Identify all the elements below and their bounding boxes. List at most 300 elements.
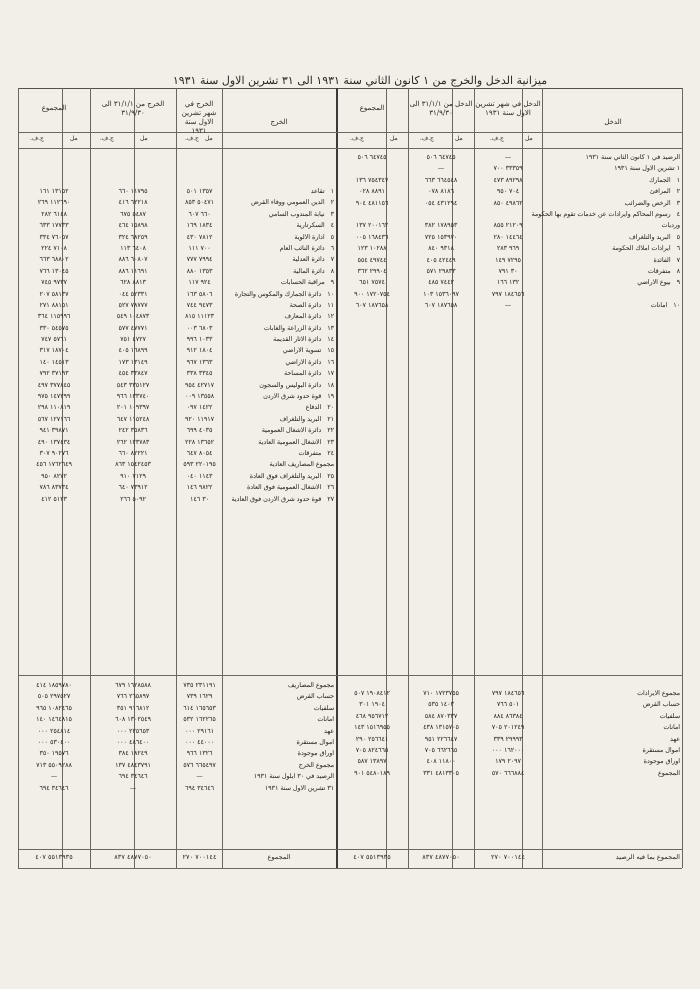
table-cell (178, 334, 221, 345)
table-cell (178, 771, 221, 782)
cell-text: دائرة النائب العام (279, 244, 325, 252)
cell-text: — (437, 165, 445, 173)
cell-text: ٩٥٦٧١٢ ٤٦٨ (355, 712, 389, 720)
table-cell (178, 703, 221, 714)
table-cell (20, 380, 88, 391)
table-cell (224, 737, 334, 748)
table-cell (224, 414, 334, 425)
row-number: ١٤ (327, 336, 334, 344)
table-cell (224, 760, 334, 771)
cell-text: ٤٨١١٥٦ ٩٠٤ (355, 199, 389, 207)
cell-text: الرخص والضرائب (624, 199, 671, 207)
table-cell (92, 323, 174, 334)
table-cell (92, 471, 174, 482)
cell-text: ١٣٥٣ ٨٨٠ (186, 267, 213, 275)
cell-text: ١٣٠٢٥٤٩ ٦٠٨ (115, 716, 151, 724)
table-cell (178, 311, 221, 322)
table-cell (20, 300, 88, 311)
cell-text: ٨٣٧٣٤ ٧٨٦ (39, 484, 69, 492)
cell-text: ١٣٢ ١٦٦ (496, 279, 520, 287)
cell-text: ٦٠٨٠٧ ٨٨٦ (118, 256, 148, 264)
cell-text: ٣٣٣٥٩ ٧٠٠ (493, 165, 523, 173)
row-number: ٢٥ (327, 472, 334, 480)
row-number: ٢٠ (327, 404, 334, 412)
header-rule (18, 148, 682, 149)
cell-text: ٤٧٧٧١ ٥٧٧ (118, 324, 148, 332)
table-cell (224, 437, 334, 448)
cell-text: ٢٩٨٣٣ ٥٧١ (426, 267, 456, 275)
cell-text: حساب القرض (296, 693, 334, 701)
table-cell (224, 300, 334, 311)
table-cell (20, 277, 88, 288)
row-number: ٢١ (327, 415, 334, 423)
row-number: ٤ (330, 222, 334, 230)
table-cell (338, 266, 406, 277)
cell-text: — (196, 773, 203, 781)
table-cell (531, 209, 680, 220)
divider (682, 88, 683, 868)
unit-label: ج.ف. (30, 135, 44, 142)
cell-text: ١٠٣٣ ٩٩٦ (186, 336, 213, 344)
cell-text: ٢٩١٦١ ٠٠٠ (184, 727, 215, 735)
table-cell (20, 714, 88, 725)
cell-text: ٢٠٠١٦٢ ١٣٧ (355, 222, 389, 230)
cell-text: ٦٤٠٨ ١١٣ (120, 244, 146, 252)
cell-text: ٢٥٦٦٤١ ٢٩٠ (355, 735, 389, 743)
divider (90, 88, 91, 868)
cell-text: مجموع الايرادات (637, 690, 680, 697)
table-cell (224, 232, 334, 243)
cell-text: المرافئ (649, 188, 671, 196)
table-cell (224, 494, 334, 505)
table-cell (475, 711, 541, 722)
cell-text: — (504, 154, 512, 161)
cell-text: ٣٠ ١٤٦ (190, 495, 209, 503)
table-cell (92, 714, 174, 725)
cell-text: ١٦٢٢٦٥ ٥٣٢ (183, 716, 216, 724)
cell-text: ١٣٢٦ ٩٦٦ (186, 750, 213, 758)
cell-text: ١٦٨٩٩ ٤٠٥ (118, 347, 148, 355)
cell-text: ٥٥٠٩٢٨٨ ٧١٣ (36, 761, 72, 769)
table-cell (20, 289, 88, 300)
table-cell (409, 209, 473, 220)
divider (222, 88, 223, 868)
cell-text: البريد والتلغراف (279, 415, 322, 423)
row-number: ١٨ (327, 381, 334, 389)
table-cell (178, 197, 221, 208)
table-cell (475, 756, 541, 767)
cell-text: ٦٢٢١٨ ٤١٦ (118, 199, 148, 207)
cell-text: ١٨٧٦٥٨ ٦٠٧ (424, 302, 458, 310)
cell-text: دائرة العدلية (292, 256, 325, 264)
divider (542, 88, 543, 868)
income-oct-header: الدخل في شهر تشرين الاول سنة ١٩٣١ (475, 100, 541, 117)
table-cell (224, 186, 334, 197)
table-cell (544, 699, 680, 710)
cell-text: ٤٣١٢٩٤ ٠٥٤ (424, 199, 458, 207)
cell-text: ٥٨١٣٧ ٢٠٧ (39, 290, 69, 298)
cell-text: ٨٢٤٦٦٥ ٧٠٥ (355, 746, 389, 754)
row-number: ١٠ (327, 290, 334, 298)
cell-text: ١٣٦٥٢ ٢٢٨ (184, 438, 215, 446)
cell-text: ٤٢٤٤٩ ٤٠٥ (426, 256, 456, 264)
cell-text: ٥٠٩٢ ٢٦٦ (120, 495, 146, 503)
table-cell (224, 482, 334, 493)
table-cell (20, 209, 88, 220)
table-cell (475, 198, 541, 209)
cell-text: مجموع المصاريف العادية (269, 461, 334, 469)
cell-text: الدفاع (305, 404, 322, 412)
cell-text: ٥٤٨٠١٨٩ ٩٠١ (354, 769, 390, 777)
table-cell (20, 680, 88, 691)
table-cell (224, 323, 334, 334)
cell-text: ٤٩٨٦٢ ٨٥٠ (493, 199, 523, 207)
cell-text: البريد والتلغراف (629, 233, 671, 241)
table-cell (224, 357, 334, 368)
cell-text: ١١٤٣ ٠٤٠ (186, 472, 213, 480)
cell-text: دائرة الجمارك والمكوس والتجارة (234, 290, 322, 298)
table-cell (544, 756, 680, 767)
row-number: ٢٦ (327, 484, 334, 492)
cell-text: ١١٥٢٤٨ ٦٤٧ (116, 415, 150, 423)
cell-text: ١٨٤٦٥٦ ٧٩٧ (491, 290, 525, 298)
table-cell (224, 197, 334, 208)
table-cell (475, 175, 541, 186)
cell-text: ٢٢٦٦٤٧ ٩٥١ (424, 735, 458, 743)
table-cell (20, 254, 88, 265)
table-cell (338, 734, 406, 745)
cell-text: ٢٦٥٨٩٧ ٧٦٦ (116, 693, 150, 701)
table-cell (409, 699, 473, 710)
table-cell (178, 357, 221, 368)
table-cell (409, 756, 473, 767)
cell-text: ١٤٠٣ ٥٣٥ (428, 701, 454, 709)
table-cell (409, 768, 473, 779)
cell-text: ١٢٣٧٨٣ ٢٦٢ (116, 438, 150, 446)
table-cell (338, 688, 406, 699)
grand-expense-label: المجموع (267, 853, 291, 861)
table-cell (544, 711, 680, 722)
table-cell (224, 334, 334, 345)
cell-text: ورديات (661, 222, 680, 230)
cell-text: الجمارك (649, 176, 671, 184)
cell-text: ١٠٤٨٧٣ ٥٤٩ (116, 313, 150, 321)
table-cell (178, 414, 221, 425)
cell-text: ادارة الالوية (294, 233, 325, 241)
table-cell (178, 300, 221, 311)
cell-text: ١٥٣٦٠٩٧ ١٠٣ (423, 290, 459, 298)
row-number: ٢٣ (327, 438, 334, 446)
cell-text: ٣٧١٩٣ ٧٩٢ (39, 370, 69, 378)
row-number: ٥ (330, 233, 334, 241)
row-number: ١ (676, 176, 680, 184)
cell-text: الرصيد في ٣٠ ايلول سنة ١٩٣١ (253, 773, 334, 781)
cell-text: دائرة الاشغال العمومية (261, 427, 322, 435)
cell-text: ٩٣١٨ ٨٤٠ (428, 245, 454, 253)
row-number: ١٦ (327, 358, 334, 366)
cell-text: ١٠٨٢٤٦٥ ٩٦٥ (36, 704, 72, 712)
cell-text: ١٣١٥٧٠٥ ٤٣٨ (423, 724, 459, 732)
row-number: ٩ (330, 279, 334, 287)
table-cell (475, 289, 541, 300)
row-number: ٥ (676, 233, 680, 241)
cell-text: ٧٨٧٧٧ ٥٢٧ (118, 301, 148, 309)
cell-text: سلفيات (313, 704, 334, 712)
expense-oct-column (178, 186, 221, 505)
cell-text: ٩١٦٨١٢ ٣٥١ (116, 704, 150, 712)
table-cell (224, 391, 334, 402)
cell-text: ٢٠٩٧ ١٧٩ (495, 758, 521, 766)
grand-income-cum: ٤٨٧٧٠٥٠ ٨٣٧ (422, 853, 460, 861)
row-number: ٤ (676, 210, 680, 218)
expense-total-header: المجموع (41, 104, 67, 112)
cell-text: ٥٣٠٤٠٠ ٠٠٠ (37, 738, 71, 746)
table-cell (20, 726, 88, 737)
unit-label: ج.ف. (490, 135, 504, 142)
divider (18, 88, 19, 868)
table-cell (178, 186, 221, 197)
table-cell (20, 414, 88, 425)
table-cell (20, 266, 88, 277)
table-cell (475, 688, 541, 699)
table-cell (338, 711, 406, 722)
table-cell (20, 368, 88, 379)
table-cell (178, 737, 221, 748)
cell-text: ٣٥٨٣٦ ٢٤٢ (118, 427, 148, 435)
expense-cum-column (92, 186, 174, 505)
cell-text: ٩٠٢٧٦ ٣٠٧ (39, 449, 69, 457)
cell-text: ٧٥٤٣٤٧ ١٣٦ (355, 176, 389, 184)
table-cell (178, 726, 221, 737)
cell-text: ٨٢٧٢ ٩٥٠ (41, 472, 67, 480)
table-cell (409, 152, 473, 163)
table-cell (224, 277, 334, 288)
cell-text: دائرة المالية (293, 267, 325, 275)
table-cell (409, 734, 473, 745)
table-cell (409, 163, 473, 174)
table-cell (92, 277, 174, 288)
income-cum-header: الدخل من ٣١/١/١ الى ٣١/٩/٣٠ (409, 100, 473, 117)
cell-text: دائرة الاثار القديمة (273, 336, 322, 344)
table-cell (92, 459, 174, 470)
cell-text: ٦٤٧٤٥ ٥٠٦ (357, 154, 387, 161)
grand-income-total: ٥٥١٣٩٣٥ ٤٠٧ (353, 853, 391, 861)
table-cell (178, 209, 221, 220)
income-oct-column (475, 152, 541, 311)
table-cell (20, 691, 88, 702)
table-cell (338, 722, 406, 733)
table-cell (224, 289, 334, 300)
table-cell (178, 232, 221, 243)
cell-text: اموال مستقرة (642, 746, 680, 754)
table-cell (224, 425, 334, 436)
cell-text: ٢٠١٢٤٩ ٧٠٥ (491, 724, 525, 732)
row-number: ٢٧ (327, 495, 334, 503)
table-cell (92, 680, 174, 691)
table-cell (475, 745, 541, 756)
cell-text: ١٨٠٤ ٩١٢ (186, 347, 213, 355)
cell-text: ١٦٥٦٥٣ ٦١٤ (183, 704, 216, 712)
table-cell (178, 783, 221, 794)
cell-text: ٢٥٤٨١٤ ٠٠٠ (37, 727, 71, 735)
table-cell (92, 748, 174, 759)
table-cell (224, 311, 334, 322)
cell-text: دائرة الصحة (289, 301, 322, 309)
cell-text: ٧٠٠ ١١١ (188, 244, 211, 252)
table-cell (409, 243, 473, 254)
row-number: ١٧ (327, 370, 334, 378)
cell-text: ١٦٢٠٠٠ ٠٠٠ (491, 746, 525, 754)
table-cell (20, 323, 88, 334)
table-cell (224, 243, 334, 254)
income-total-column (338, 152, 406, 311)
table-cell (92, 243, 174, 254)
cell-text: الفائدة (653, 256, 671, 264)
row-number: ٣ (676, 199, 680, 207)
cell-text: الرصيد في ١ كانون الثاني سنة ١٩٣١ (585, 154, 680, 161)
table-cell (224, 459, 334, 470)
cell-text: ١٩٠٤ ٣٠١ (359, 701, 385, 709)
cell-text: ٣٤٦٤٦ ٦٩٤ (39, 784, 69, 792)
unit-label: مل (70, 135, 78, 142)
cell-text: ٨٨١٥١ ٢٧١ (39, 301, 69, 309)
cell-text: عهد (670, 735, 680, 743)
table-cell (224, 448, 334, 459)
income-summary-oct (475, 688, 541, 779)
cell-text: ٦٨٠٣ ٠٠٣ (186, 324, 213, 332)
row-number: ٢ (676, 188, 680, 196)
unit-label: ج.ف. (100, 135, 114, 142)
cell-text: ١٢٧١٦٦ ٥٦٧ (37, 415, 71, 423)
cell-text: ٣٧٧٨٤٥ ٤٩٧ (37, 381, 71, 389)
table-cell (338, 175, 406, 186)
cell-text: ٦٦٥٤٩٧ ٥٧٦ (183, 761, 216, 769)
table-cell (20, 471, 88, 482)
cell-text: ٢٢٠١٩٥ ٥٩٣ (183, 461, 216, 469)
table-cell (178, 323, 221, 334)
cell-text: ١٠٩٣٩٧ ٢٠١ (116, 404, 150, 412)
table-cell (224, 266, 334, 277)
cell-text: ٧٨١٢ ٤٣٠ (186, 233, 213, 241)
table-cell (92, 232, 174, 243)
cell-text: ٧٥٧٤ ٦٥١ (359, 279, 385, 287)
cell-text: ١١٠٨١٩ ٢٩٨ (37, 404, 71, 412)
table-cell (409, 300, 473, 311)
cell-text: ١٥٨٩٨ ٤٦٤ (118, 222, 148, 230)
cell-text: ١٤٧٢٩٩ ٩٧٥ (37, 393, 71, 401)
table-cell (544, 277, 680, 288)
divider (176, 88, 177, 868)
cell-text: دائرة الاراضي (285, 358, 322, 366)
cell-text: ١٣٠٤٥ ٧٦٦ (39, 267, 69, 275)
cell-text: ٥٨٠٦ ١٦٣ (186, 290, 213, 298)
grand-income-oct: ٧٠٠١٤٤ ٢٧٠ (491, 853, 525, 861)
table-cell (475, 243, 541, 254)
unit-label: مل (205, 135, 213, 142)
cell-text: متفرقات (298, 449, 322, 457)
table-cell (92, 334, 174, 345)
grand-expense-cum: ٤٨٧٧٠٥٠ ٨٣٧ (114, 853, 152, 861)
table-cell (224, 368, 334, 379)
cell-text: ٥٢٣٣١ ٠٤٤ (118, 290, 148, 298)
cell-text: ٥٤٨٧ ٦٧٥ (120, 210, 146, 218)
table-cell (178, 471, 221, 482)
table-cell (92, 380, 174, 391)
row-number: ٢٢ (327, 427, 334, 435)
cell-text: دائرة المساحة (284, 370, 322, 378)
table-cell (92, 494, 174, 505)
cell-text: ١٨٣٤ ١٦٩ (186, 222, 213, 230)
cell-text: الدين العمومي ووفاء القرض (250, 199, 325, 207)
row-number: ١٢ (327, 313, 334, 321)
cell-text: ١٧٢٣٧٥٥ ٧١٠ (423, 690, 459, 697)
row-number: ٢ (330, 199, 334, 207)
cell-text: ١٨٤٦٥٦ ٧٩٧ (491, 690, 525, 697)
table-cell (92, 425, 174, 436)
table-cell (409, 220, 473, 231)
expense-oct-header: الخرج في شهر تشرين الاول سنة ١٩٣١ (181, 100, 217, 135)
table-cell (20, 391, 88, 402)
table-cell (20, 357, 88, 368)
cell-text: ٦٦٢٦٦٥ ٧٠٥ (424, 746, 458, 754)
table-cell (20, 425, 88, 436)
income-total-header: المجموع (359, 104, 385, 112)
cell-text: ١٨٥٩٧٨٠ ٤١٤ (36, 682, 72, 689)
cell-text: ٧٦٠٥٧ ٣٣٤ (39, 233, 69, 241)
table-cell (338, 756, 406, 767)
cell-text: ايرادات املاك الحكومة (612, 245, 671, 253)
cell-text: ٤٩٧٤٤ ٥٥٤ (357, 256, 387, 264)
cell-text: ١٣٥٧ ٥٠١ (186, 188, 213, 195)
cell-text: ٨٨١٣ ٦٢٨ (120, 279, 146, 287)
table-cell (475, 734, 541, 745)
cell-text: ٥٤٥٧٥ ٣٣٠ (39, 324, 69, 332)
cell-text: ١٣٦٣ ٩٦٧ (186, 358, 213, 366)
table-cell (544, 243, 680, 254)
table-cell (20, 737, 88, 748)
table-cell (224, 726, 334, 737)
cell-text: عهد (324, 727, 334, 735)
table-cell (224, 220, 334, 231)
table-cell (92, 197, 174, 208)
table-cell (20, 494, 88, 505)
table-cell (20, 482, 88, 493)
cell-text: ١٣٣٧٤٠ ٩٦٦ (116, 393, 150, 401)
table-cell (224, 345, 334, 356)
table-cell (92, 368, 174, 379)
table-cell (475, 152, 541, 163)
table-cell (20, 334, 88, 345)
cell-text: ٧١٢٩ ٩١٠ (120, 472, 146, 480)
table-cell (20, 220, 88, 231)
cell-text: ٨٢٢٢١ ٦٦٠ (118, 449, 148, 457)
grand-expense-total: ٥٥١٣٩٣٥ ٤٠٧ (35, 853, 73, 861)
cell-text: ٢٩٧٥٢٧ ٥٠٥ (37, 693, 71, 701)
table-cell (409, 266, 473, 277)
cell-text: ٥١٢٣ ٤١٢ (41, 495, 67, 503)
cell-text: ٨٠٥٤ ٦٤٧ (186, 449, 213, 457)
table-cell (178, 243, 221, 254)
cell-text: ٩٢٤ ١١٧ (188, 279, 211, 287)
expense-desc-header: الخرج (270, 118, 288, 126)
cell-text: ٣٤٦٤٦ ٦٩٤ (118, 773, 148, 781)
table-cell (178, 714, 221, 725)
row-number: ٩ (676, 279, 680, 287)
cell-text: ٤٨٤٣٧٩١ ١٣٧ (115, 761, 151, 769)
cell-text: ٩٨٢٢ ١٤٦ (186, 484, 213, 492)
table-cell (20, 186, 88, 197)
cell-text: — (129, 784, 137, 792)
